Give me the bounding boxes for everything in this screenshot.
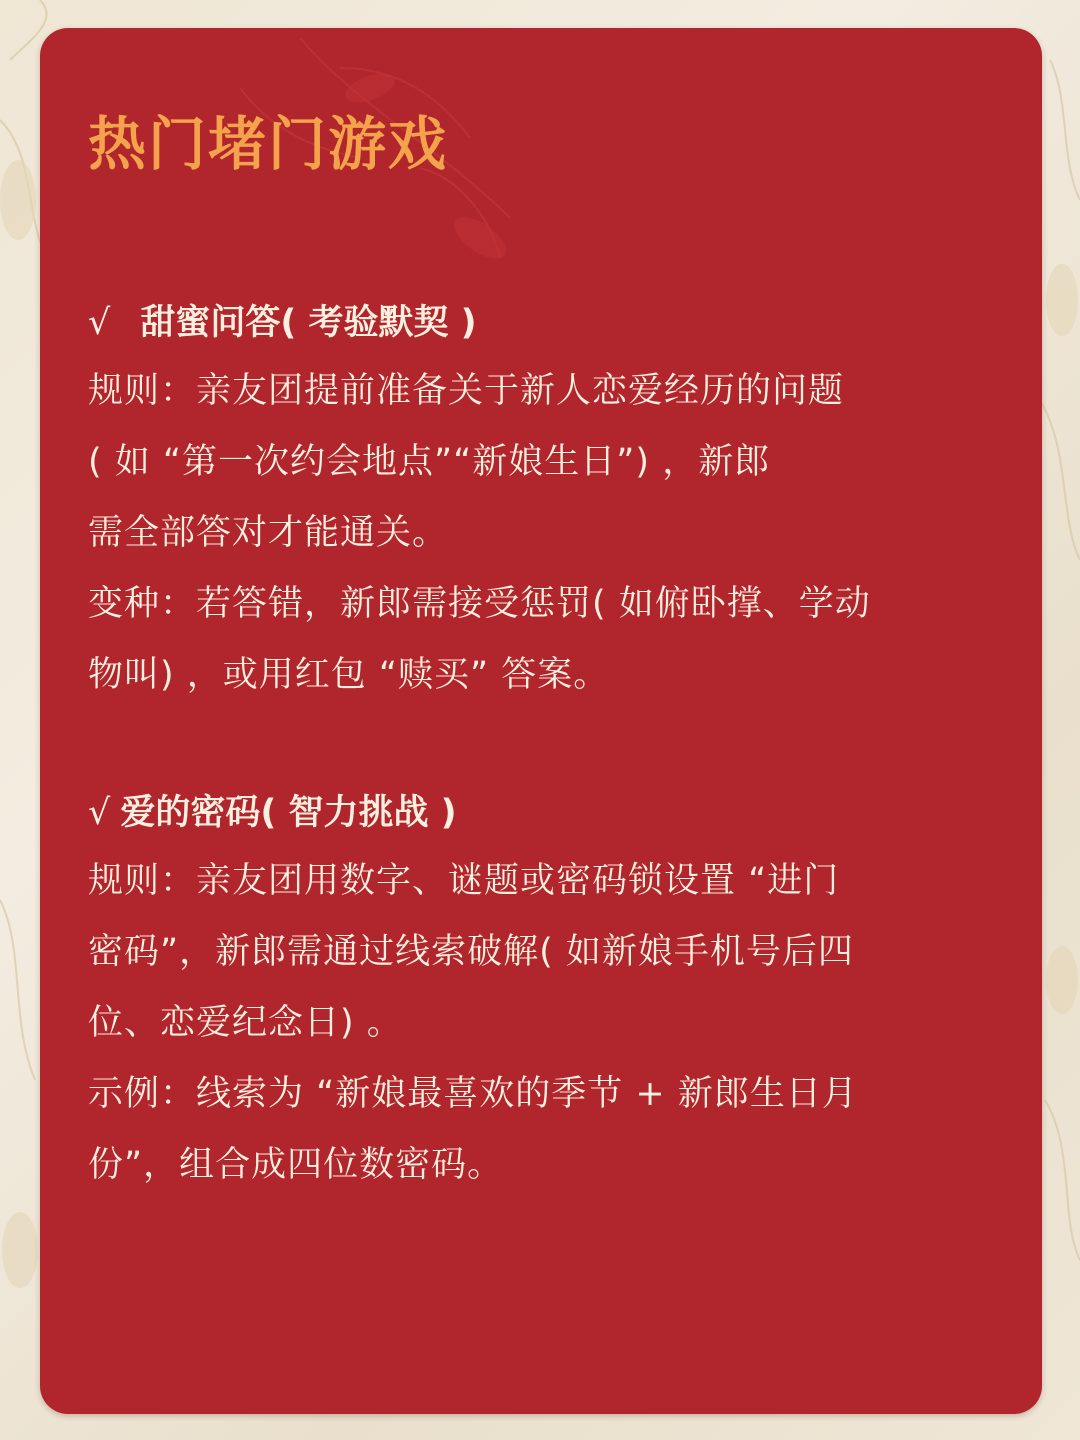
section-heading [88,290,1018,356]
section-heading [88,780,1018,846]
body-line: 规则：亲友团提前准备关于新人恋爱经历的问题 [88,371,845,411]
section-heading-text: 甜蜜问答( 考验默契 ) [140,303,477,343]
content-card [40,28,1042,1414]
checkmark-icon: √ [88,793,111,833]
body-line: 物叫) ，或用红包 “赎买” 答案。 [88,655,610,695]
body-line: 需全部答对才能通关。 [88,513,449,553]
body-line: 份”，组合成四位数密码。 [88,1145,504,1185]
checkmark-icon: √ [88,303,111,343]
game-section-sweet-quiz [88,290,1018,711]
section-body [88,846,1018,1201]
game-section-love-password [88,780,1018,1201]
section-body [88,356,1018,711]
body-line: 变种：若答错，新郎需接受惩罚( 如俯卧撑、学动 [88,584,871,624]
section-heading-text: 爱的密码( 智力挑战 ) [120,793,457,833]
body-line: 密码”，新郎需通过线索破解( 如新娘手机号后四 [88,932,854,972]
body-line: 位、恋爱纪念日) 。 [88,1003,403,1043]
page-title: 热门堵门游戏 [88,110,449,178]
body-line: 规则：亲友团用数字、谜题或密码锁设置 “进门 [88,861,840,901]
body-line: ( 如 “第一次约会地点”“新娘生日”) ，新郎 [88,442,771,482]
body-line: 示例：线索为 “新娘最喜欢的季节 + 新郎生日月 [88,1074,858,1114]
